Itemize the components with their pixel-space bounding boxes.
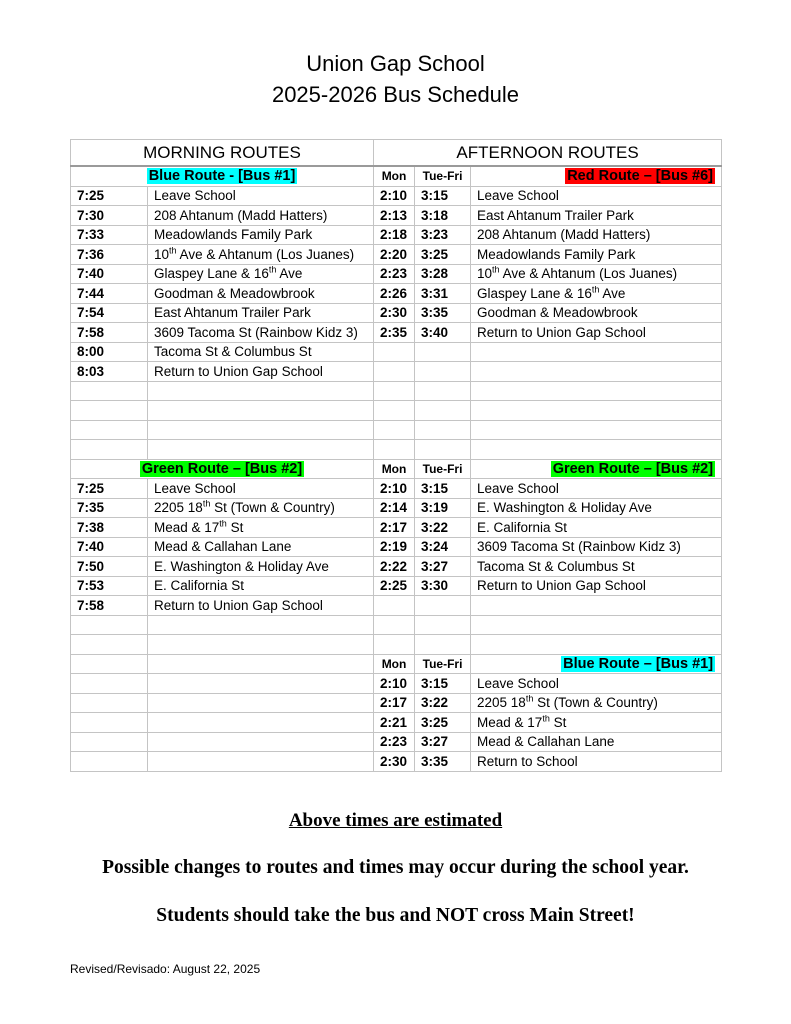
- afternoon-stop: 3609 Tacoma St (Rainbow Kidz 3): [471, 537, 722, 557]
- afternoon-tuefri-time: 3:35: [415, 303, 471, 323]
- morning-stop: E. Washington & Holiday Ave: [148, 557, 374, 577]
- morning-time: 7:50: [71, 557, 148, 577]
- safety-notice: Students should take the bus and NOT cross Main Street!: [156, 905, 635, 926]
- afternoon-stop: Glaspey Lane & 16th Ave: [471, 284, 722, 304]
- morning-time: 7:33: [71, 225, 148, 245]
- route-header-row: [71, 166, 722, 186]
- afternoon-mon-time: 2:30: [374, 752, 415, 772]
- afternoon-stop: 2205 18th St (Town & Country): [471, 693, 722, 713]
- afternoon-tuefri-time: [415, 381, 471, 401]
- afternoon-route-label: [471, 459, 722, 479]
- afternoon-mon-time: 2:10: [374, 186, 415, 206]
- section-header-row: [71, 140, 722, 167]
- afternoon-tuefri-time: 3:24: [415, 537, 471, 557]
- afternoon-stop: Leave School: [471, 674, 722, 694]
- afternoon-stop: [471, 615, 722, 635]
- route-header-row: [71, 459, 722, 479]
- estimated-notice: Above times are estimated: [288, 810, 503, 831]
- empty-cell: [148, 654, 374, 674]
- morning-stop: East Ahtanum Trailer Park: [148, 303, 374, 323]
- morning-time: 7:53: [71, 576, 148, 596]
- changes-notice: Possible changes to routes and times may occur during the school year.: [102, 857, 689, 878]
- revised-date: Revised/Revisado: August 22, 2025: [70, 962, 261, 976]
- table-row: [71, 323, 722, 343]
- morning-stop: Leave School: [148, 186, 374, 206]
- afternoon-mon-time: 2:10: [374, 479, 415, 499]
- morning-route-label: [71, 166, 374, 186]
- mon-header: Mon: [374, 459, 415, 479]
- morning-time: 7:35: [71, 498, 148, 518]
- afternoon-mon-time: 2:22: [374, 557, 415, 577]
- morning-time: 7:44: [71, 284, 148, 304]
- afternoon-stop: [471, 635, 722, 655]
- table-row: [71, 440, 722, 460]
- morning-time: 7:54: [71, 303, 148, 323]
- morning-time: [71, 752, 148, 772]
- afternoon-stop: Goodman & Meadowbrook: [471, 303, 722, 323]
- table-row: [71, 596, 722, 616]
- afternoon-mon-time: [374, 381, 415, 401]
- table-row: [71, 284, 722, 304]
- empty-cell: [71, 654, 148, 674]
- afternoon-mon-time: [374, 615, 415, 635]
- afternoon-tuefri-time: 3:27: [415, 732, 471, 752]
- afternoon-stop: East Ahtanum Trailer Park: [471, 206, 722, 226]
- afternoon-stop: [471, 440, 722, 460]
- afternoon-tuefri-time: [415, 420, 471, 440]
- afternoon-mon-time: 2:23: [374, 732, 415, 752]
- morning-stop: 3609 Tacoma St (Rainbow Kidz 3): [148, 323, 374, 343]
- morning-stop: Mead & 17th St: [148, 518, 374, 538]
- morning-stop: Return to Union Gap School: [148, 362, 374, 382]
- morning-time: 7:30: [71, 206, 148, 226]
- morning-stop: [148, 401, 374, 421]
- table-row: [71, 264, 722, 284]
- afternoon-stop: Tacoma St & Columbus St: [471, 557, 722, 577]
- table-row: [71, 206, 722, 226]
- morning-stop: [148, 752, 374, 772]
- afternoon-route-label: [471, 654, 722, 674]
- morning-stop: Leave School: [148, 479, 374, 499]
- morning-stop: 2205 18th St (Town & Country): [148, 498, 374, 518]
- afternoon-stop: Leave School: [471, 479, 722, 499]
- afternoon-mon-time: 2:10: [374, 674, 415, 694]
- afternoon-tuefri-time: 3:22: [415, 518, 471, 538]
- morning-time: [71, 732, 148, 752]
- afternoon-stop: [471, 420, 722, 440]
- afternoon-tuefri-time: 3:15: [415, 186, 471, 206]
- afternoon-mon-time: [374, 440, 415, 460]
- afternoon-mon-time: 2:19: [374, 537, 415, 557]
- afternoon-tuefri-time: 3:40: [415, 323, 471, 343]
- afternoon-stop: [471, 596, 722, 616]
- morning-time: [71, 440, 148, 460]
- morning-time: 7:40: [71, 264, 148, 284]
- morning-stop: [148, 420, 374, 440]
- afternoon-tuefri-time: [415, 342, 471, 362]
- afternoon-mon-time: 2:18: [374, 225, 415, 245]
- morning-stop: [148, 381, 374, 401]
- morning-time: 7:38: [71, 518, 148, 538]
- afternoon-tuefri-time: 3:15: [415, 674, 471, 694]
- table-row: [71, 401, 722, 421]
- table-row: [71, 732, 722, 752]
- afternoon-mon-time: 2:35: [374, 323, 415, 343]
- morning-time: 7:40: [71, 537, 148, 557]
- morning-stop: [148, 635, 374, 655]
- table-row: [71, 674, 722, 694]
- afternoon-tuefri-time: 3:31: [415, 284, 471, 304]
- afternoon-mon-time: 2:21: [374, 713, 415, 733]
- table-row: [71, 186, 722, 206]
- tuefri-header: Tue-Fri: [415, 166, 471, 186]
- afternoon-mon-time: 2:13: [374, 206, 415, 226]
- afternoon-tuefri-time: [415, 401, 471, 421]
- afternoon-tuefri-time: 3:30: [415, 576, 471, 596]
- tuefri-header: Tue-Fri: [415, 459, 471, 479]
- afternoon-tuefri-time: 3:15: [415, 479, 471, 499]
- afternoon-tuefri-time: 3:35: [415, 752, 471, 772]
- table-row: [71, 693, 722, 713]
- afternoon-tuefri-time: 3:18: [415, 206, 471, 226]
- afternoon-stop: Leave School: [471, 186, 722, 206]
- afternoon-mon-time: [374, 342, 415, 362]
- afternoon-tuefri-time: [415, 635, 471, 655]
- afternoon-tuefri-time: 3:23: [415, 225, 471, 245]
- table-row: [71, 245, 722, 265]
- table-row: [71, 615, 722, 635]
- morning-stop: Meadowlands Family Park: [148, 225, 374, 245]
- afternoon-mon-time: 2:25: [374, 576, 415, 596]
- afternoon-stop: [471, 362, 722, 382]
- table-row: [71, 557, 722, 577]
- afternoon-stop: Return to School: [471, 752, 722, 772]
- table-row: [71, 420, 722, 440]
- table-row: [71, 362, 722, 382]
- afternoon-stop: 10th Ave & Ahtanum (Los Juanes): [471, 264, 722, 284]
- afternoon-stop: Return to Union Gap School: [471, 576, 722, 596]
- table-row: [71, 225, 722, 245]
- morning-time: 7:36: [71, 245, 148, 265]
- morning-stop: Goodman & Meadowbrook: [148, 284, 374, 304]
- schedule-title: 2025-2026 Bus Schedule: [271, 82, 520, 107]
- morning-stop: Return to Union Gap School: [148, 596, 374, 616]
- afternoon-mon-time: 2:30: [374, 303, 415, 323]
- afternoon-stop: E. California St: [471, 518, 722, 538]
- morning-time: 7:25: [71, 186, 148, 206]
- afternoon-stop: Mead & Callahan Lane: [471, 732, 722, 752]
- morning-stop: 10th Ave & Ahtanum (Los Juanes): [148, 245, 374, 265]
- afternoon-route-label-text: Blue Route – [Bus #1]: [563, 655, 714, 672]
- school-name: Union Gap School: [306, 51, 485, 76]
- afternoon-stop: Return to Union Gap School: [471, 323, 722, 343]
- afternoon-mon-time: 2:17: [374, 693, 415, 713]
- afternoon-mon-time: 2:26: [374, 284, 415, 304]
- table-row: [71, 576, 722, 596]
- mon-header: Mon: [374, 166, 415, 186]
- morning-time: [71, 381, 148, 401]
- afternoon-mon-time: [374, 362, 415, 382]
- route-header-row: [71, 654, 722, 674]
- table-row: [71, 537, 722, 557]
- morning-time: 8:03: [71, 362, 148, 382]
- table-row: [71, 342, 722, 362]
- tuefri-header: Tue-Fri: [415, 654, 471, 674]
- mon-header: Mon: [374, 654, 415, 674]
- afternoon-mon-time: [374, 635, 415, 655]
- morning-routes-header: MORNING ROUTES: [71, 140, 374, 167]
- afternoon-stop: E. Washington & Holiday Ave: [471, 498, 722, 518]
- morning-time: [71, 635, 148, 655]
- table-row: [71, 713, 722, 733]
- morning-stop: Tacoma St & Columbus St: [148, 342, 374, 362]
- morning-stop: [148, 732, 374, 752]
- morning-time: [71, 401, 148, 421]
- morning-time: [71, 693, 148, 713]
- morning-stop: 208 Ahtanum (Madd Hatters): [148, 206, 374, 226]
- table-row: [71, 381, 722, 401]
- morning-stop: [148, 713, 374, 733]
- afternoon-route-label-text: Red Route – [Bus #6]: [567, 168, 714, 185]
- table-row: [71, 635, 722, 655]
- morning-time: 7:25: [71, 479, 148, 499]
- afternoon-mon-time: [374, 420, 415, 440]
- morning-route-label: [71, 459, 374, 479]
- afternoon-tuefri-time: [415, 615, 471, 635]
- afternoon-mon-time: 2:17: [374, 518, 415, 538]
- afternoon-mon-time: 2:23: [374, 264, 415, 284]
- afternoon-stop: Mead & 17th St: [471, 713, 722, 733]
- morning-stop: Mead & Callahan Lane: [148, 537, 374, 557]
- morning-stop: [148, 440, 374, 460]
- morning-time: [71, 420, 148, 440]
- morning-time: [71, 674, 148, 694]
- morning-route-label-text: Green Route – [Bus #2]: [141, 460, 303, 477]
- afternoon-mon-time: 2:20: [374, 245, 415, 265]
- morning-time: [71, 615, 148, 635]
- afternoon-tuefri-time: [415, 440, 471, 460]
- afternoon-route-label-text: Green Route – [Bus #2]: [552, 460, 714, 477]
- afternoon-tuefri-time: 3:28: [415, 264, 471, 284]
- afternoon-tuefri-time: [415, 362, 471, 382]
- afternoon-mon-time: [374, 401, 415, 421]
- afternoon-stop: [471, 381, 722, 401]
- morning-route-label-text: Blue Route - [Bus #1]: [148, 168, 296, 185]
- table-row: [71, 479, 722, 499]
- morning-time: 7:58: [71, 596, 148, 616]
- afternoon-stop: [471, 401, 722, 421]
- afternoon-tuefri-time: 3:19: [415, 498, 471, 518]
- afternoon-tuefri-time: 3:25: [415, 713, 471, 733]
- morning-stop: [148, 615, 374, 635]
- afternoon-stop: Meadowlands Family Park: [471, 245, 722, 265]
- afternoon-tuefri-time: 3:22: [415, 693, 471, 713]
- morning-stop: [148, 693, 374, 713]
- afternoon-stop: 208 Ahtanum (Madd Hatters): [471, 225, 722, 245]
- table-row: [71, 518, 722, 538]
- table-row: [71, 498, 722, 518]
- afternoon-route-label: [471, 166, 722, 186]
- morning-time: 8:00: [71, 342, 148, 362]
- afternoon-routes-header: AFTERNOON ROUTES: [374, 140, 722, 167]
- morning-stop: [148, 674, 374, 694]
- afternoon-mon-time: 2:14: [374, 498, 415, 518]
- afternoon-mon-time: [374, 596, 415, 616]
- bus-schedule-table: [70, 139, 722, 772]
- afternoon-tuefri-time: 3:27: [415, 557, 471, 577]
- afternoon-tuefri-time: [415, 596, 471, 616]
- afternoon-stop: [471, 342, 722, 362]
- morning-stop: E. California St: [148, 576, 374, 596]
- morning-time: 7:58: [71, 323, 148, 343]
- morning-stop: Glaspey Lane & 16th Ave: [148, 264, 374, 284]
- afternoon-tuefri-time: 3:25: [415, 245, 471, 265]
- morning-time: [71, 713, 148, 733]
- table-row: [71, 303, 722, 323]
- table-row: [71, 752, 722, 772]
